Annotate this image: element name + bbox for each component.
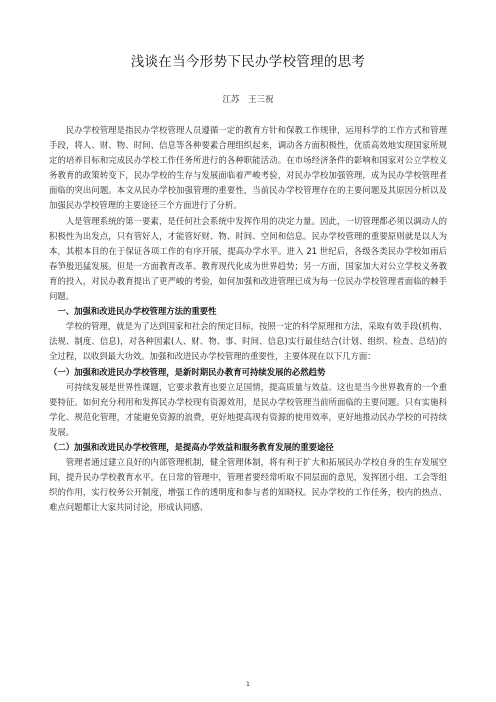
body-paragraph: 可持续发展是世界性课题，它要求教育也要立足国情，提高质量与效益。这也是当今世界教育的一个重要特征。如何充分利用和发挥民办学校现有资源效用，是民办学校管理当前所面临的主要问题。只有实施科学化、规范化管理，才能避免资源的浪费，更好地提高现有资源的使用效率，更好地推动民办学校的可持续发展。 [49, 381, 447, 437]
document-body [49, 123, 447, 515]
subsection-heading: （二）加强和改进民办学校管理，是提高办学效益和服务教育发展的重要途径 [49, 441, 334, 452]
body-paragraph: 管理者通过建立良好的内部管理机制，健全管理体制，将有利于扩大和拓展民办学校自身的生存发展空间，提升民办学校教育水平。在日常的管理中，管理者要经常听取不同层面的意见，发挥团小组、工会等组织的作用，实行校务公开制度，增强工作的透明度和参与者的知晓权。民办学校的工作任务，校内的热点、难点问题都让大家共同讨论，形成认同感、 [49, 457, 447, 513]
author-byline: 江苏 王三祝 [222, 95, 274, 105]
document-title: 浅谈在当今形势下民办学校管理的思考 [130, 54, 366, 70]
subsection-heading: （一）加强和改进民办学校管理，是新时期民办教育可持续发展的必然趋势 [49, 366, 326, 377]
body-paragraph: 学校的管理，就是为了达到国家和社会的预定目标，按照一定的科学原理和方法，采取有效手段(机构、法规、制度、信息)，对各种因素(人、财、物、事、时间、信息)实行最佳结合(计划、组织、检查、总结)的全过程，以收到最大功效。加强和改进民办学校管理的重要性，主要体现在以下几方面： [49, 321, 447, 362]
body-paragraph: 民办学校管理是指民办学校管理人员遵循一定的教育方针和保教工作规律，运用科学的工作方式和管理手段，将人、财、物、时间、信息等各种要素合理组织起来，调动各方面积极性，优质高效地实现国家所规定的培养目标和完成民办学校工作任务所进行的各种职能活动。在市场经济条件的影响和国家对公立学校义务教育的政策转变下，民办学校的生存与发展面临着严峻考验，对民办学校加强管理，成为民办学校管理者面临的突出问题。本文从民办学校加强管理的重要性，当前民办学校管理存在的主要问题及其原因分析以及加强民办学校管理的主要途径三个方面进行了分析。 [49, 125, 447, 211]
body-paragraph: 人是管理系统的第一要素，是任何社会系统中发挥作用的决定力量。因此，一切管理都必须以调动人的积极性为出发点，只有管好人，才能管好财、物、时间、空间和信息。民办学校管理的重要原则就是以人为本，其根本目的在于保证各项工作的有序开展，提高办学水平。进入 21 世纪后，各级各类民办学校如雨后春笋般迅猛发展。但是一方面教育改革、教育现代化成为世界趋势；另一方面，国家加大对公立学校义务教育的投入，对民办教育提出了更严峻的考验，如何加强和改进管理已成为每一位民办学校管理者面临的棘手问题。 [49, 215, 447, 302]
section-heading: 一、加强和改进民办学校管理方法的重要性 [57, 306, 217, 317]
page-number: 1 [245, 680, 251, 688]
